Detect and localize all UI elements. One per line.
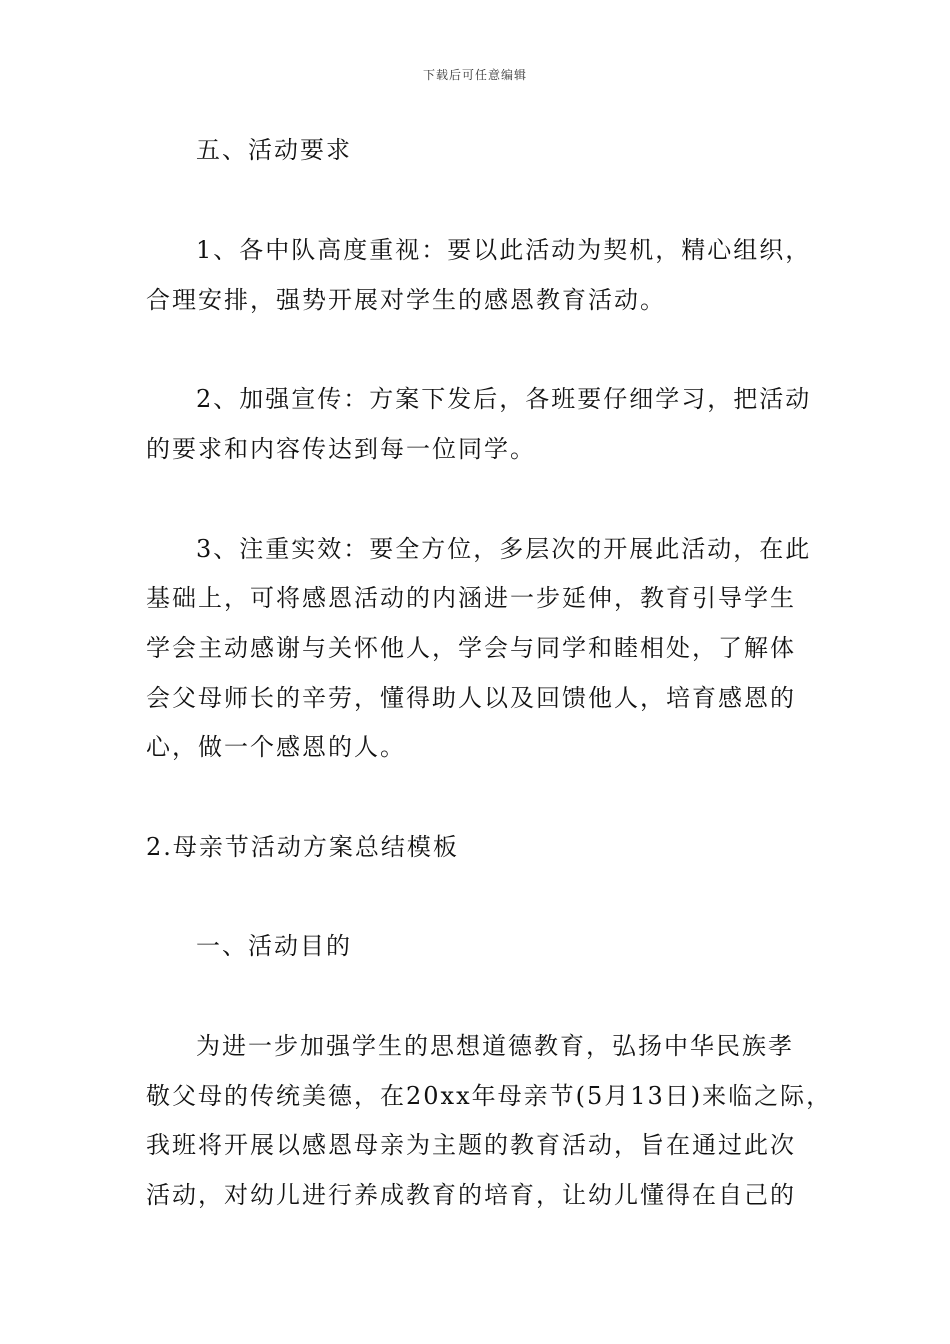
paragraph-line: 我班将开展以感恩母亲为主题的教育活动，旨在通过此次 <box>146 1131 796 1159</box>
paragraph-line: 为进一步加强学生的思想道德教育，弘扬中华民族孝 <box>196 1032 794 1060</box>
document-section-title: 2.母亲节活动方案总结模板 <box>146 833 459 861</box>
paragraph-line: 的要求和内容传达到每一位同学。 <box>146 435 536 463</box>
paragraph-line: 学会主动感谢与关怀他人，学会与同学和睦相处，了解体 <box>146 634 796 662</box>
section-heading-requirements: 五、活动要求 <box>196 136 352 164</box>
paragraph-line: 1、各中队高度重视：要以此活动为契机，精心组织， <box>196 236 812 264</box>
paragraph-line: 基础上，可将感恩活动的内涵进一步延伸，教育引导学生 <box>146 584 796 612</box>
paragraph-line: 3、注重实效：要全方位，多层次的开展此活动，在此 <box>196 535 812 563</box>
paragraph-line: 敬父母的传统美德，在20xx年母亲节(5月13日)来临之际， <box>146 1082 833 1110</box>
paragraph-line: 2、加强宣传：方案下发后，各班要仔细学习，把活动 <box>196 385 812 413</box>
paragraph-line: 会父母师长的辛劳，懂得助人以及回馈他人，培育感恩的 <box>146 684 796 712</box>
section-heading-purpose: 一、活动目的 <box>196 932 352 960</box>
paragraph-line: 活动，对幼儿进行养成教育的培育，让幼儿懂得在自己的 <box>146 1181 796 1209</box>
paragraph-line: 合理安排，强势开展对学生的感恩教育活动。 <box>146 286 666 314</box>
paragraph-line: 心，做一个感恩的人。 <box>146 733 406 761</box>
header-note: 下载后可任意编辑 <box>422 68 527 82</box>
